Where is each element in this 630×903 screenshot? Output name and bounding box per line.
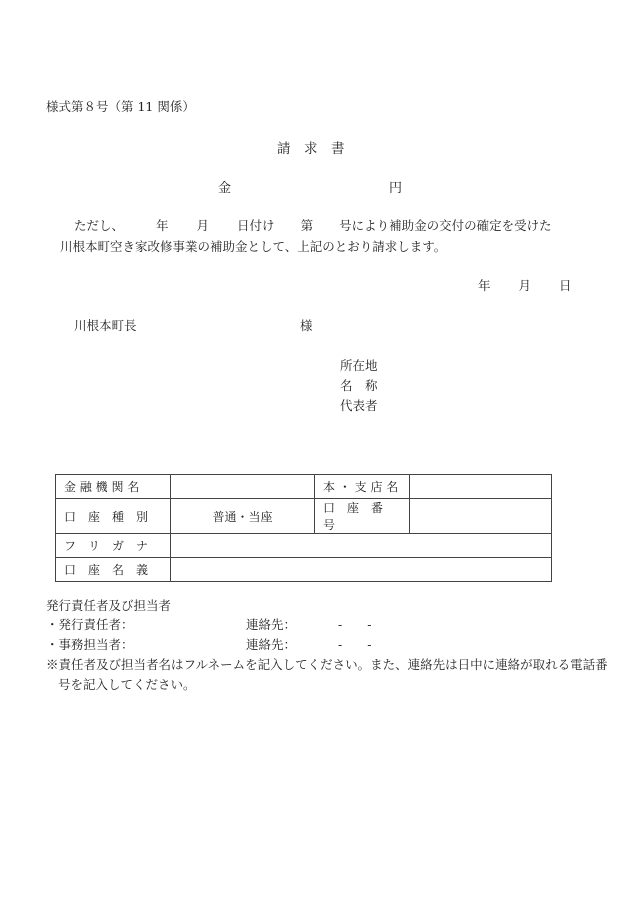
issuer-phone-label: 連絡先： (246, 617, 297, 632)
applicant-name-label: 名 称 (340, 378, 378, 393)
amount-prefix: 金 (218, 181, 232, 196)
table-row (56, 475, 552, 499)
body-year: 年 (156, 218, 169, 233)
recipient-name: 川根本町長 (74, 318, 137, 333)
request-body-line2: 川根本町空き家改修事業の補助金として、上記のとおり請求します。 (60, 239, 447, 254)
furigana-field[interactable] (171, 534, 552, 558)
amount-suffix: 円 (389, 181, 403, 196)
body-date-suffix: 日付け (237, 218, 275, 233)
staff-phone-label: 連絡先： (246, 637, 297, 652)
recipient-honorific: 様 (300, 318, 313, 333)
applicant-representative-label: 代表者 (340, 398, 378, 413)
bank-name-field[interactable] (171, 475, 315, 499)
contact-note-line2: 号を記入してください。 (58, 677, 196, 692)
body-tadashi: ただし、 (74, 218, 125, 233)
bank-name-label: 金 融 機 関 名 (56, 475, 171, 499)
bank-account-table (55, 474, 552, 582)
date-day: 日 (559, 278, 572, 293)
page-title: 請 求 書 (277, 141, 345, 157)
issuer-label: ・発行責任者： (46, 617, 134, 632)
applicant-block (340, 356, 378, 416)
branch-name-label: 本 ・ 支 店 名 (315, 475, 410, 499)
branch-name-field[interactable] (410, 475, 552, 499)
contact-section-title: 発行責任者及び担当者 (46, 598, 172, 613)
applicant-address-label: 所在地 (340, 358, 378, 373)
issuer-phone-field: - - (338, 617, 372, 632)
account-number-field[interactable] (410, 499, 552, 534)
date-month: 月 (518, 278, 532, 293)
account-name-field[interactable] (171, 558, 552, 582)
table-row (56, 534, 552, 558)
account-number-label: 口 座 番 号 (315, 499, 410, 534)
account-type-field[interactable]: 普通・当座 (171, 499, 315, 534)
body-month: 月 (196, 218, 210, 233)
contact-note-line1: ※責任者及び担当者名はフルネームを記入してください。また、連絡先は日中に連絡が取れる電話番 (46, 657, 608, 672)
account-name-label: 口 座 名 義 (56, 558, 171, 582)
contact-note (46, 655, 608, 695)
table-row (56, 558, 552, 582)
request-body (60, 215, 580, 257)
furigana-label: フ リ ガ ナ (56, 534, 171, 558)
request-body-line1 (60, 215, 580, 236)
body-dai: 第 (300, 218, 314, 233)
form-number: 様式第８号（第 11 関係） (46, 99, 195, 114)
account-type-label: 口 座 種 別 (56, 499, 171, 534)
staff-phone-field: - - (338, 637, 372, 652)
request-date (478, 276, 572, 294)
body-go-text: 号により補助金の交付の確定を受けた (339, 218, 552, 233)
date-year: 年 (478, 278, 491, 293)
staff-label: ・事務担当者： (46, 637, 134, 652)
table-row (56, 499, 552, 534)
